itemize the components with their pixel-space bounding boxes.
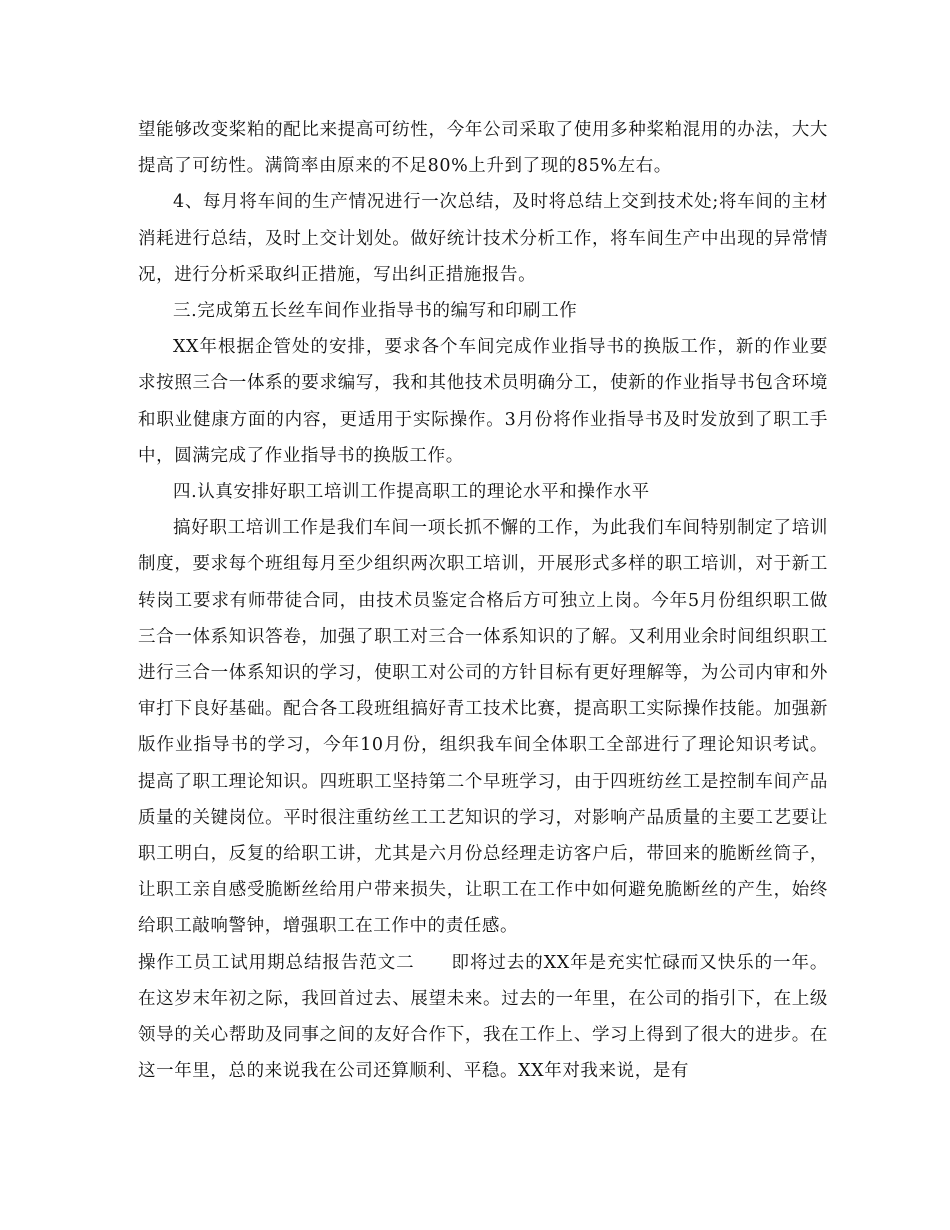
paragraph-item-4: 4、每月将车间的生产情况进行一次总结，及时将总结上交到技术处;将车间的主材消耗进行总结，及时上交计划处。做好统计技术分析工作，将车间生产中出现的异常情况，进行分析采取纠正措施，写出纠正措施报告。: [138, 192, 828, 285]
paragraph-training: 搞好职工培训工作是我们车间一项长抓不懈的工作，为此我们车间特别制定了培训制度，要求每个班组每月至少组织两次职工培训，开展形式多样的职工培训，对于新工转岗工要求有师带徒合同，由技术员鉴定合格后方可独立上岗。今年5月份组织职工做三合一体系知识答卷，加强了职工对三合一体系知识的了解。又利用业余时间组织职工进行三合一体系知识的学习，使职工对公司的方针目标有更好理解等，为公司内审和外审打下良好基础。配合各工段班组搞好青工技术比赛，提高职工实际操作技能。加强新版作业指导书的学习，今年10月份，组织我车间全体职工全部进行了理论知识考试。提高了职工理论知识。四班职工坚持第二个早班学习，由于四班纺丝工是控制车间产品质量的关键岗位。平时很注重纺丝工工艺知识的学习，对影响产品质量的主要工艺要让职工明白，反复的给职工讲，尤其是六月份总经理走访客户后，带回来的脆断丝筒子，让职工亲自感受脆断丝给用户带来损失，让职工在工作中如何避免脆断丝的产生，始终给职工敲响警钟，增强职工在工作中的责任感。: [138, 518, 828, 937]
paragraph-continuation: 望能够改变桨粕的配比来提高可纺性，今年公司采取了使用多种桨粕混用的办法，大大提高了可纺性。满筒率由原来的不足80%上升到了现的85%左右。: [138, 120, 828, 177]
document-body: [138, 112, 828, 1089]
paragraph-sample-two: 操作工员工试用期总结报告范文二 即将过去的XX年是充实忙碌而又快乐的一年。在这岁末年初之际，我回首过去、展望未来。过去的一年里，在公司的指引下，在上级领导的关心帮助及同事之间的友好合作下，我在工作上、学习上得到了很大的进步。在这一年里，总的来说我在公司还算顺利、平稳。XX年对我来说，是有: [138, 952, 828, 1082]
paragraph-manual-revision: XX年根据企管处的安排，要求各个车间完成作业指导书的换版工作，新的作业要求按照三合一体系的要求编写，我和其他技术员明确分工，使新的作业指导书包含环境和职业健康方面的内容，更适用于实际操作。3月份将作业指导书及时发放到了职工手中，圆满完成了作业指导书的换版工作。: [138, 337, 828, 466]
section-heading-3: 三.完成第五长丝车间作业指导书的编写和印刷工作: [173, 301, 578, 322]
section-heading-4: 四.认真安排好职工培训工作提高职工的理论水平和操作水平: [173, 482, 650, 503]
